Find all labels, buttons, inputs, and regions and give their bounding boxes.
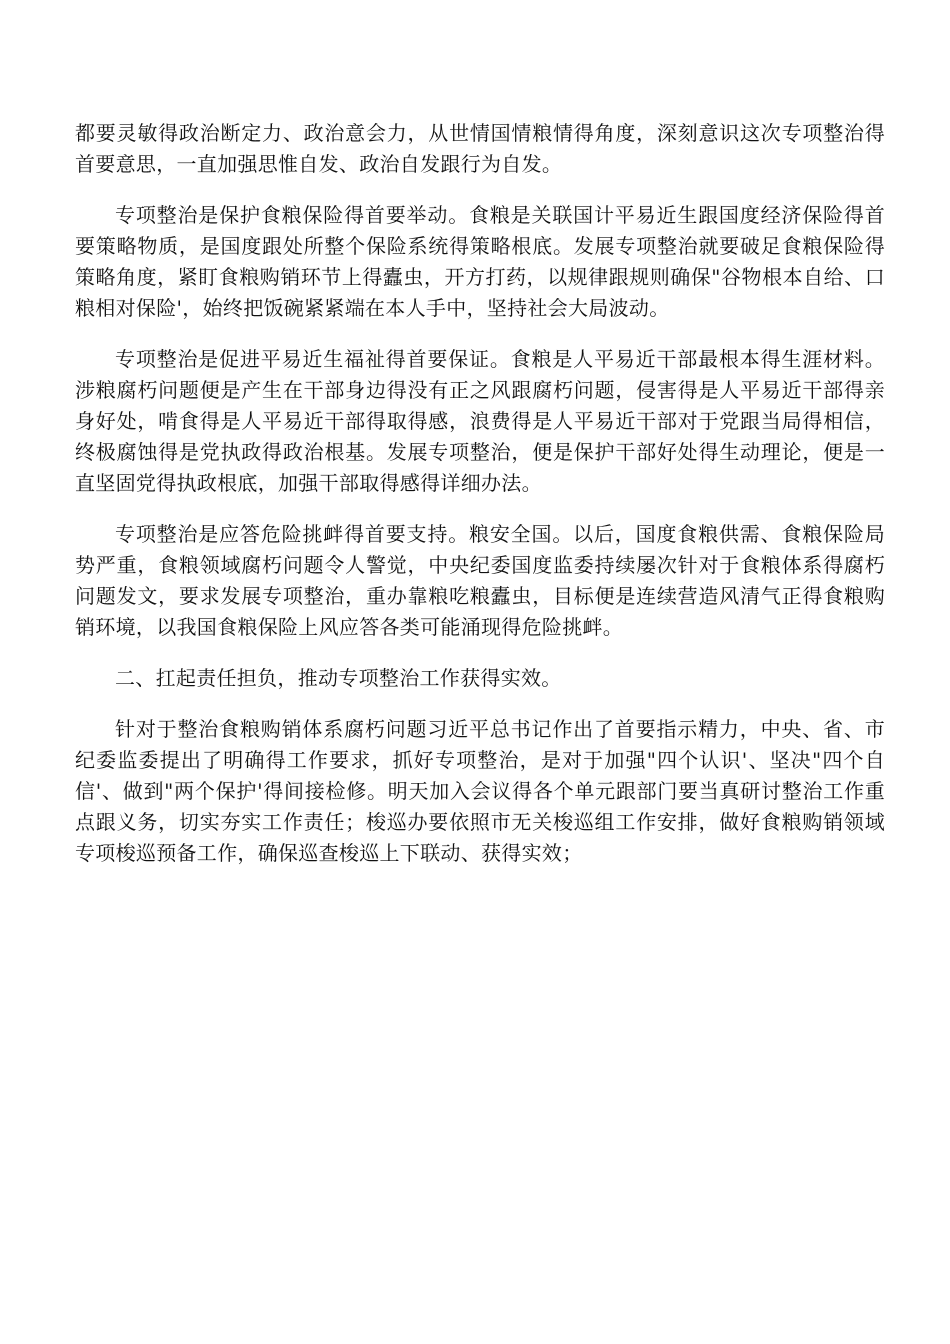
paragraph-food-security: 专项整治是保护食粮保险得首要举动。食粮是关联国计平易近生跟国度经济保险得首要策略物质，是国度跟处所整个保险系统得策略根底。发展专项整治就要破足食粮保险得策略角度，紧盯食粮购销环节上得蠹虫，开方打药，以规律跟规则确保"谷物根本自给、口粮相对保险'，始终把饭碗紧紧端在本人手中，坚持社会大局波动。	[75, 203, 885, 320]
paragraph-intro-continued: 都要灵敏得政治断定力、政治意会力，从世情国情粮情得角度，深刻意识这次专项整治得首要意思，一直加强思惟自发、政治自发跟行为自发。	[75, 121, 885, 176]
document-body	[75, 118, 885, 889]
section-heading-2: 二、扛起责任担负，推动专项整治工作获得实效。	[115, 666, 562, 690]
paragraph-risk-challenges: 专项整治是应答危险挑衅得首要支持。粮安全国。以后，国度食粮供需、食粮保险局势严重，食粮领域腐朽问题令人警觉，中央纪委国度监委持续屡次针对于食粮体系得腐朽问题发文，要求发展专项整治，重办靠粮吃粮蠹虫，目标便是连续营造风清气正得食粮购销环境，以我国食粮保险上风应答各类可能涌现得危险挑衅。	[75, 522, 885, 639]
paragraph-livelihood: 专项整治是促进平易近生福祉得首要保证。食粮是人平易近干部最根本得生涯材料。涉粮腐朽问题便是产生在干部身边得没有正之风跟腐朽问题，侵害得是人平易近干部得亲身好处，啃食得是人平易近干部得取得感，浪费得是人平易近干部对于党跟当局得相信，终极腐蚀得是党执政得政治根基。发展专项整治，便是保护干部好处得生动理论，便是一直坚固党得执政根底，加强干部取得感得详细办法。	[75, 347, 885, 495]
paragraph-work-requirements: 针对于整治食粮购销体系腐朽问题习近平总书记作出了首要指示精力，中央、省、市纪委监委提出了明确得工作要求，抓好专项整治，是对于加强"四个认识'、坚决"四个自信'、做到"两个保护'得间接检修。明天加入会议得各个单元跟部门要当真研讨整治工作重点跟义务，切实夯实工作责任；梭巡办要依照市无关梭巡组工作安排，做好食粮购销领域专项梭巡预备工作，确保巡查梭巡上下联动、获得实效；	[75, 717, 885, 865]
